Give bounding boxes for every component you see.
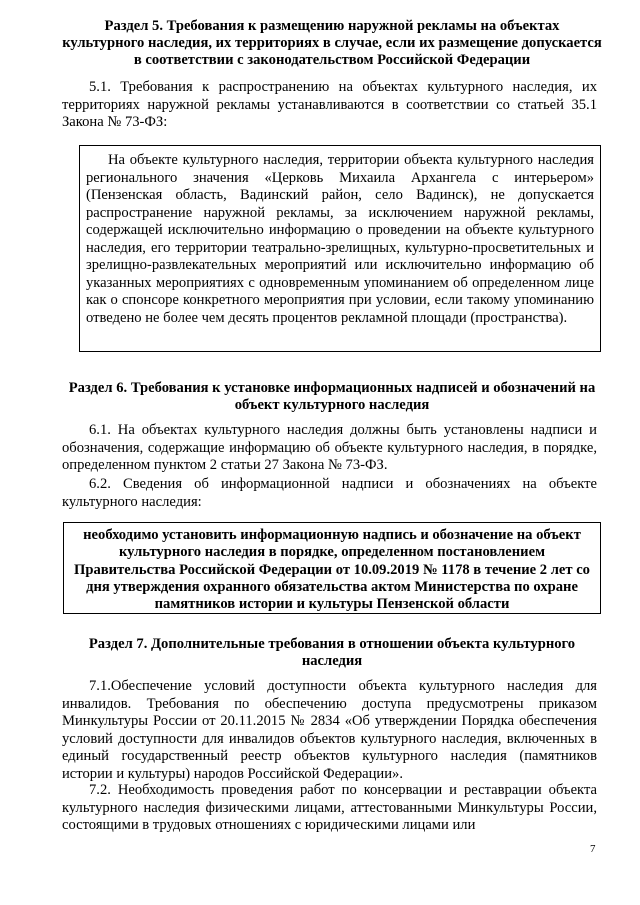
paragraph-6-1: 6.1. На объектах культурного наследия должны быть установлены надписи и обозначения, содержащие информацию об объекте культурного наследия, в порядке, определенном пунктом 2 статьи 27 Закона № 73-ФЗ. bbox=[62, 422, 597, 473]
section-5-heading: Раздел 5. Требования к размещению наружной рекламы на объектах культурного наследия, их территориях в случае, если их размещение допускается в соответствии с законодательством Российской Федерации bbox=[62, 18, 602, 68]
paragraph-7-2: 7.2. Необходимость проведения работ по консервации и реставрации объекта культурного наследия физическими лицами, аттестованными Минкультуры России, состоящими в трудовых отношениях с юридическими лицами или bbox=[62, 782, 597, 833]
paragraph-5-1: 5.1. Требования к распространению на объектах культурного наследия, их территориях наружной рекламы устанавливаются в соответствии со статьей 35.1 Закона № 73-ФЗ: bbox=[62, 79, 597, 130]
information-sign-text: необходимо установить информационную надпись и обозначение на объект культурного наследия в порядке, определенном постановлением Правительства Российской Федерации от 10.09.2019 № 1178 в течение 2 лет со дня утверждения охранного обязательства актом Министерства по охране памятников истории и культуры Пензенской области bbox=[74, 527, 590, 613]
section-6-heading: Раздел 6. Требования к установке информационных надписей и обозначений на объект культурного наследия bbox=[68, 380, 596, 413]
information-sign-box bbox=[63, 522, 601, 614]
paragraph-6-2: 6.2. Сведения об информационной надписи и обозначениях на объекте культурного наследия: bbox=[62, 476, 597, 510]
section-7-heading: Раздел 7. Дополнительные требования в отношении объекта культурного наследия bbox=[88, 636, 576, 669]
paragraph-7-1: 7.1.Обеспечение условий доступности объекта культурного наследия для инвалидов. Требования по обеспечению доступа предусмотрены приказом Минкультуры России от 20.11.2015 № 2834 «Об утверждении Порядка обеспечения условий доступности для инвалидов объектов культурного наследия, включенных в единый государственный реестр объектов культурного наследия (памятников истории и культуры) народов Российской Федерации». bbox=[62, 678, 597, 782]
page-number: 7 bbox=[590, 843, 596, 855]
advertising-requirements-box bbox=[79, 145, 601, 352]
advertising-requirements-text: На объекте культурного наследия, территории объекта культурного наследия регионального значения «Церковь Михаила Архангела с интерьером» (Пензенская область, Вадинский район, село Вадинск), не допускается распространение наружной рекламы, за исключением наружной рекламы, содержащей исключительно информацию о проведении на объекте культурного наследия, его территории театрально-зрелищных, культурно-просветительных и зрелищно-развлекательных мероприятий или исключительно информацию об указанных мероприятиях с одновременным упоминанием об определенном лице как о спонсоре конкретного мероприятия при условии, если такому упоминанию отведено не более чем десять процентов рекламной площади (пространства). bbox=[86, 152, 594, 326]
